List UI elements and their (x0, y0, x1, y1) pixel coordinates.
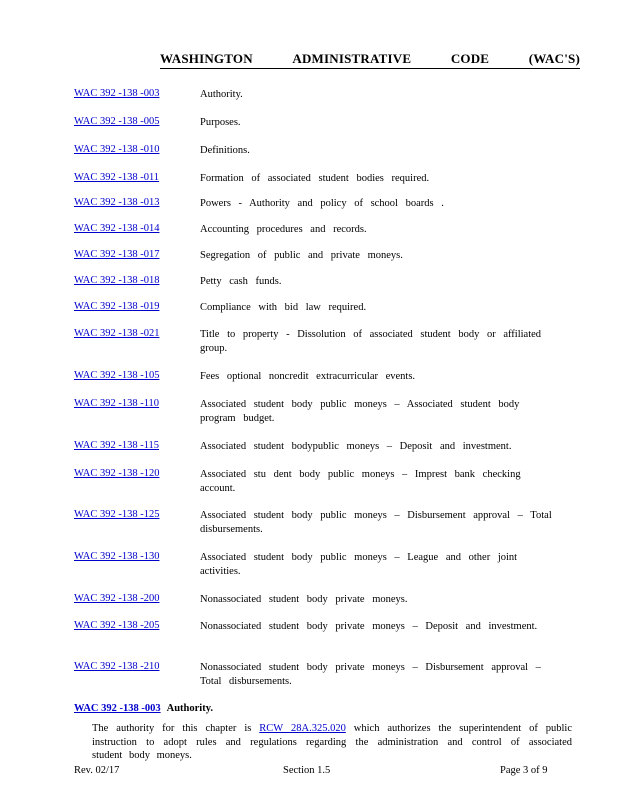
entry-title: Nonassociated student body private moneys. (200, 594, 408, 605)
wac-link[interactable]: WAC 392 -138 -003 (74, 88, 160, 99)
index-entry (74, 593, 574, 607)
wac-link[interactable]: WAC 392 -138 -010 (74, 144, 160, 155)
index-entry (74, 440, 574, 454)
wac-link[interactable]: WAC 392 -138 -200 (74, 593, 160, 604)
index-entry (74, 249, 574, 263)
index-entry (74, 661, 574, 688)
index-entry (74, 370, 574, 384)
index-entry (74, 551, 574, 578)
authority-text-after: which authorizes the superintendent of public instruction to adopt rules and regulations regarding the administration and control of associated student body moneys. (92, 723, 573, 761)
index-entry (74, 197, 574, 211)
entry-title: Associated student bodypublic moneys – Deposit and investment. (200, 441, 512, 452)
entry-title: Powers - Authority and policy of school boards . (200, 198, 444, 209)
wac-link[interactable]: WAC 392 -138 -021 (74, 328, 160, 339)
header-word: WASHINGTON (160, 51, 253, 66)
index-entry (74, 509, 574, 536)
wac-link[interactable]: WAC 392 -138 -205 (74, 620, 160, 631)
entry-title: Purposes. (200, 117, 241, 128)
wac-link[interactable]: WAC 392 -138 -110 (74, 398, 160, 409)
header-word: CODE (450, 51, 490, 66)
wac-link[interactable]: WAC 392 -138 -018 (74, 275, 160, 286)
index-entry (74, 620, 574, 634)
entry-title: Title to property - Dissolution of associated student body or affiliated group. (200, 329, 542, 354)
authority-label: Authority. (166, 703, 214, 714)
entry-title: Associated stu dent body public moneys – Imprest bank checking account. (200, 469, 521, 494)
entry-title: Associated student body public moneys – League and other joint activities. (200, 552, 518, 577)
entry-title: Authority. (200, 89, 243, 100)
index-entry (74, 275, 574, 289)
authority-wac-link[interactable]: WAC 392 -138 -003 (74, 703, 161, 714)
wac-link[interactable]: WAC 392 -138 -120 (74, 468, 160, 479)
footer-section: Section 1.5 (283, 765, 331, 776)
entry-title: Fees optional noncredit extracurricular events. (200, 371, 416, 382)
footer-page-number: Page 3 of 9 (500, 765, 548, 776)
authority-text-before: The authority for this chapter is (92, 723, 260, 734)
header-word: (WAC'S) (528, 51, 580, 66)
index-entry (74, 116, 574, 130)
index-entry (74, 223, 574, 237)
index-entry (74, 468, 574, 495)
footer-revision: Rev. 02/17 (74, 765, 120, 776)
entry-title: Associated student body public moneys – Associated student body program budget. (200, 399, 520, 424)
header-word: ADMINISTRATIVE (292, 51, 412, 66)
wac-link[interactable]: WAC 392 -138 -014 (74, 223, 160, 234)
document-header (160, 51, 580, 69)
wac-link[interactable]: WAC 392 -138 -019 (74, 301, 160, 312)
index-entry (74, 301, 574, 315)
wac-link[interactable]: WAC 392 -138 -210 (74, 661, 160, 672)
wac-link[interactable]: WAC 392 -138 -013 (74, 197, 160, 208)
entry-title: Nonassociated student body private moneys – Deposit and investment. (200, 621, 538, 632)
index-entry (74, 328, 574, 355)
entry-title: Compliance with bid law required. (200, 302, 367, 313)
entry-title: Nonassociated student body private moneys – Disbursement approval – Total disbursements. (200, 662, 541, 687)
wac-link[interactable]: WAC 392 -138 -115 (74, 440, 160, 451)
wac-link[interactable]: WAC 392 -138 -130 (74, 551, 160, 562)
wac-link[interactable]: WAC 392 -138 -005 (74, 116, 160, 127)
index-entry (74, 144, 574, 158)
entry-title: Associated student body public moneys – Disbursement approval – Total disbursements. (200, 510, 552, 535)
entry-title: Segregation of public and private moneys. (200, 250, 403, 261)
entry-title: Definitions. (200, 145, 250, 156)
wac-link[interactable]: WAC 392 -138 -125 (74, 509, 160, 520)
index-entry (74, 88, 574, 102)
authority-heading (74, 703, 213, 714)
entry-title: Formation of associated student bodies required. (200, 173, 430, 184)
index-entry (74, 172, 574, 186)
entry-title: Accounting procedures and records. (200, 224, 367, 235)
rcw-link[interactable]: RCW 28A.325.020 (259, 723, 346, 734)
entry-title: Petty cash funds. (200, 276, 282, 287)
wac-link[interactable]: WAC 392 -138 -017 (74, 249, 160, 260)
authority-paragraph (92, 722, 572, 763)
wac-link[interactable]: WAC 392 -138 -011 (74, 172, 160, 183)
index-entry (74, 398, 574, 425)
wac-link[interactable]: WAC 392 -138 -105 (74, 370, 160, 381)
